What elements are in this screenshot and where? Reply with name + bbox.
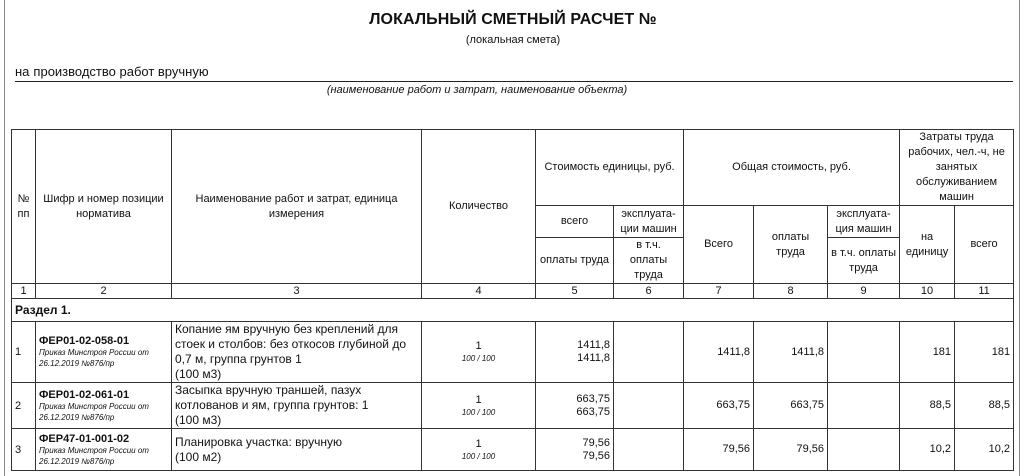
row-labor-total: 10,2 [955,429,1014,471]
col-header-labor-per-unit: на единицу [900,206,955,284]
col-number: 3 [172,284,422,299]
col-header-code: Шифр и номер позиции норматива [36,130,172,284]
row-total-machines [828,429,900,471]
row-unit-machines [614,429,684,471]
row-code-cell [36,383,172,429]
col-header-unit-total: всего [536,206,614,238]
row-name: Планировка участка: вручную [175,434,342,449]
row-total-all: 1411,8 [684,322,754,383]
row-unit-labor: 663,75 [576,405,610,418]
row-unit-total: 663,75 [576,392,610,405]
work-prefix: на [15,64,30,79]
row-qty: 1 [475,437,482,450]
estimate-table [11,129,1014,471]
row-num: 3 [12,429,36,471]
row-labor-per-unit: 88,5 [900,383,955,429]
row-unit-machines [614,383,684,429]
work-value: производство работ вручную [33,64,209,79]
col-header-labor-costs: Затраты труда рабочих, чел.-ч, не занятых обслуживанием машин [900,130,1014,206]
col-header-unit-machines-labor: в т.ч. оплаты труда [614,238,684,284]
table-row [12,383,1014,429]
col-number: 11 [955,284,1014,299]
row-code: ФЕР01-02-061-01 [39,388,130,401]
row-unit-cost-cell [536,383,614,429]
col-header-unit-labor: оплаты труда [536,238,614,284]
row-total-all: 79,56 [684,429,754,471]
row-num: 1 [12,322,36,383]
row-code: ФЕР47-01-001-02 [39,432,130,445]
row-total-all: 663,75 [684,383,754,429]
row-name: Засыпка вручную траншей, пазух котлованов и ям, группа грунтов: 1 [175,383,369,412]
col-number: 1 [12,284,36,299]
row-unit-machines [614,322,684,383]
row-qty-sub: 100 / 100 [461,451,496,461]
col-header-num: № пп [12,130,36,284]
row-total-labor: 663,75 [754,383,828,429]
row-order: Приказ Минстроя России от 26.12.2019 №876/пр [39,445,149,466]
col-header-unit-cost: Стоимость единицы, руб. [536,130,684,206]
row-unit: (100 м3) [175,413,222,427]
row-name-cell [172,429,422,471]
col-number: 4 [422,284,536,299]
row-name-cell [172,322,422,383]
row-unit-cost-cell [536,429,614,471]
document-title: ЛОКАЛЬНЫЙ СМЕТНЫЙ РАСЧЕТ № [369,11,657,28]
row-qty-cell [422,383,536,429]
row-code-cell [36,429,172,471]
row-unit-labor: 79,56 [582,449,610,462]
row-labor-total: 181 [955,322,1014,383]
col-header-name: Наименование работ и затрат, единица измерения [172,130,422,284]
row-unit: (100 м2) [175,449,222,464]
row-qty: 1 [475,393,482,406]
row-qty-sub: 100 / 100 [461,407,496,417]
row-name: Копание ям вручную без креплений для стоек и столбов: без откосов глубиной до 0,7 м, группа грунтов 1 [175,322,406,366]
col-number: 9 [828,284,900,299]
row-code: ФЕР01-02-058-01 [39,335,130,347]
table-row [12,429,1014,471]
row-unit-cost-cell [536,322,614,383]
row-unit: (100 м3) [175,367,222,381]
row-qty-cell [422,429,536,471]
row-order: Приказ Минстроя России от 26.12.2019 №876/пр [39,401,149,422]
row-name-cell [172,383,422,429]
row-qty-sub: 100 / 100 [461,354,496,363]
row-total-machines [828,383,900,429]
row-num: 2 [12,383,36,429]
row-labor-total: 88,5 [955,383,1014,429]
row-total-labor: 79,56 [754,429,828,471]
work-caption: (наименование работ и затрат, наименование объекта) [326,84,628,96]
document-subtitle: (локальная смета) [465,34,561,46]
col-header-total-machines-labor: в т.ч. оплаты труда [828,238,900,284]
col-number: 10 [900,284,955,299]
row-labor-per-unit: 10,2 [900,429,955,471]
row-total-labor: 1411,8 [754,322,828,383]
col-header-total-cost: Общая стоимость, руб. [684,130,900,206]
col-header-qty: Количество [422,130,536,284]
col-number: 6 [614,284,684,299]
row-order: Приказ Минстроя России от 26.12.2019 №876/пр [39,348,149,368]
col-number: 5 [536,284,614,299]
col-header-total-all: Всего [684,206,754,284]
col-number: 7 [684,284,754,299]
row-qty: 1 [475,340,482,352]
col-number: 2 [36,284,172,299]
work-name-line [15,64,1013,82]
col-header-labor-total: всего [955,206,1014,284]
row-qty-cell [422,322,536,383]
col-header-total-machines: эксплуата-ция машин [828,206,900,238]
row-total-machines [828,322,900,383]
estimate-page [4,0,1020,476]
row-unit-labor: 1411,8 [577,352,610,364]
col-header-unit-machines: эксплуата-ции машин [614,206,684,238]
row-labor-per-unit: 181 [900,322,955,383]
row-unit-total: 79,56 [582,436,610,449]
col-header-total-labor: оплаты труда [754,206,828,284]
table-row [12,322,1014,383]
row-code-cell [36,322,172,383]
row-unit-total: 1411,8 [577,339,610,351]
col-number: 8 [754,284,828,299]
section-title: Раздел 1. [12,299,1014,322]
